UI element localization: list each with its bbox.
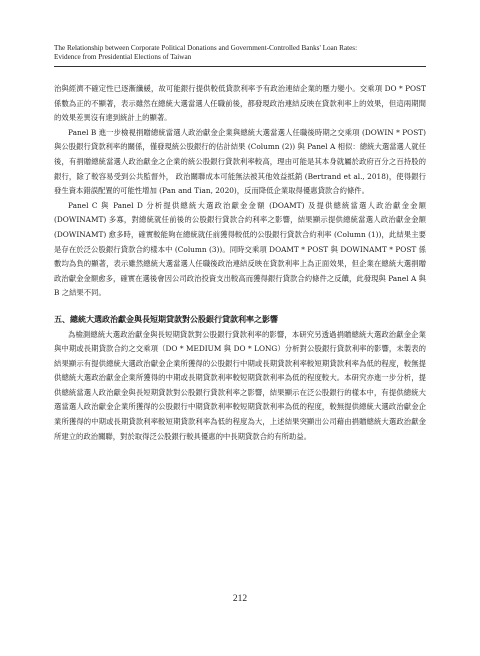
- paragraph-continuation: 治與經濟不確定性已逐漸纖緩，故可能銀行提供較低貸款利率予有政治連結企業的壓力變小。交乘項 DO * POST 係數為正的不顯著，表示雖然在總統大選當選人任職前後，都發現政治連結反映在貸款利率上的效果，但這兩期間的效果差異沒有達到統計上的顯著。: [54, 84, 426, 123]
- body-text: [54, 82, 426, 444]
- paragraph-section-five: 為檢測總統大選政治獻金與長短期貸款對公股銀行貸款利率的影響，本研究另透過捐贈總統大選政治獻金企業與中期或長期貸款合約之交乘項（DO * MEDIUM 與 DO * LONG）分析對公股銀行貸款利率的影響，未製表的結果顯示有提供總統大選政治獻金企業所獲得的公股銀行中期或長期貸款利率較短期貸款利率為低的程度，較無提供總統大選政治獻金企業所獲得的中期或長期貸款利率較短期貸款利率為低的程度較大。本研究亦進一步分析，提供總統當選人政治獻金與長短期貸款對公股銀行貸款利率之影響，結果顯示在泛公股銀行的樣本中，有提供總統大選當選人政治獻金企業所獲得的公股銀行中期貸款利率較短期貸款利率為低的程度，較無提供總統大選政治獻金企業所獲得的中期或長期貸款利率較短期貸款利率為低的程度為大，上述結果突顯出公司藉由捐贈總統大選政治獻金所建立的政治關聯，對於取得泛公股銀行較具優惠的中長期貸款合約有所助益。: [54, 329, 426, 441]
- header-title-line-1: The Relationship between Corporate Political Donations and Government-Controlled Banks' Loan Rates:: [54, 44, 358, 52]
- header-title-line-2: Evidence from Presidential Elections of Taiwan: [54, 53, 192, 61]
- paragraph-panel-cd: Panel C 與 Panel D 分析提供總統大選政治獻金金額 (DOAMT) 及提供總統當選人政治獻金金額 (DOWINAMT) 多寡，對總統就任前後的公股銀行貸款合約利率之影響，結果顯示提供總統當選人政治獻金金額 (DOWINAMT) 愈多時，確實較能夠在總統就任前獲得較低的公股銀行貸款合約利率 (Column (1))，此結果主要是存在於泛公股銀行貸款合約樣本中 (Column (3))。同時交乘項 DOAMT * POST 與 DOWINAMT * POST 係數均為負的顯著，表示雖然總統大選當選人任職後政治連結反映在貸款利率上為正面效果，但企業在總統大選捐贈政治獻金金額愈多，確實在選後會因公司政治投資支出較高而獲得銀行貸款合約條件之反饋，此發現與 Panel A 與 B 之結果不同。: [54, 200, 426, 298]
- section-heading: 五、總統大選政治獻金與長短期貸款對公股銀行貸款利率之影響: [54, 314, 278, 324]
- header-rule: [54, 66, 426, 67]
- page-number: 212: [232, 594, 248, 604]
- paragraph-panel-b: Panel B 進一步檢視捐贈總統當選人政治獻金企業與總統大選當選人任職後時期之交乘項 (DOWIN * POST) 與公股銀行貸款利率的關係，僅發現統公股銀行的估計結果 (Column (2)) 與 Panel A 相似：總統大選當選人就任後，有捐贈總統當選人政治獻金之企業的統公股銀行貸款利率較高，理由可能是其本身就屬於政府百分之百持股的銀行，除了較容易受到公共監督外， 政治關聯成本可能無法被其他效益抵銷 (Bertrand et al., 2018)，使得銀行發生資本錯誤配置的可能性增加 (Pan and Tian, 2020)，反而降低企業取得優惠貸款合約條件。: [54, 127, 426, 196]
- running-header: [54, 44, 426, 62]
